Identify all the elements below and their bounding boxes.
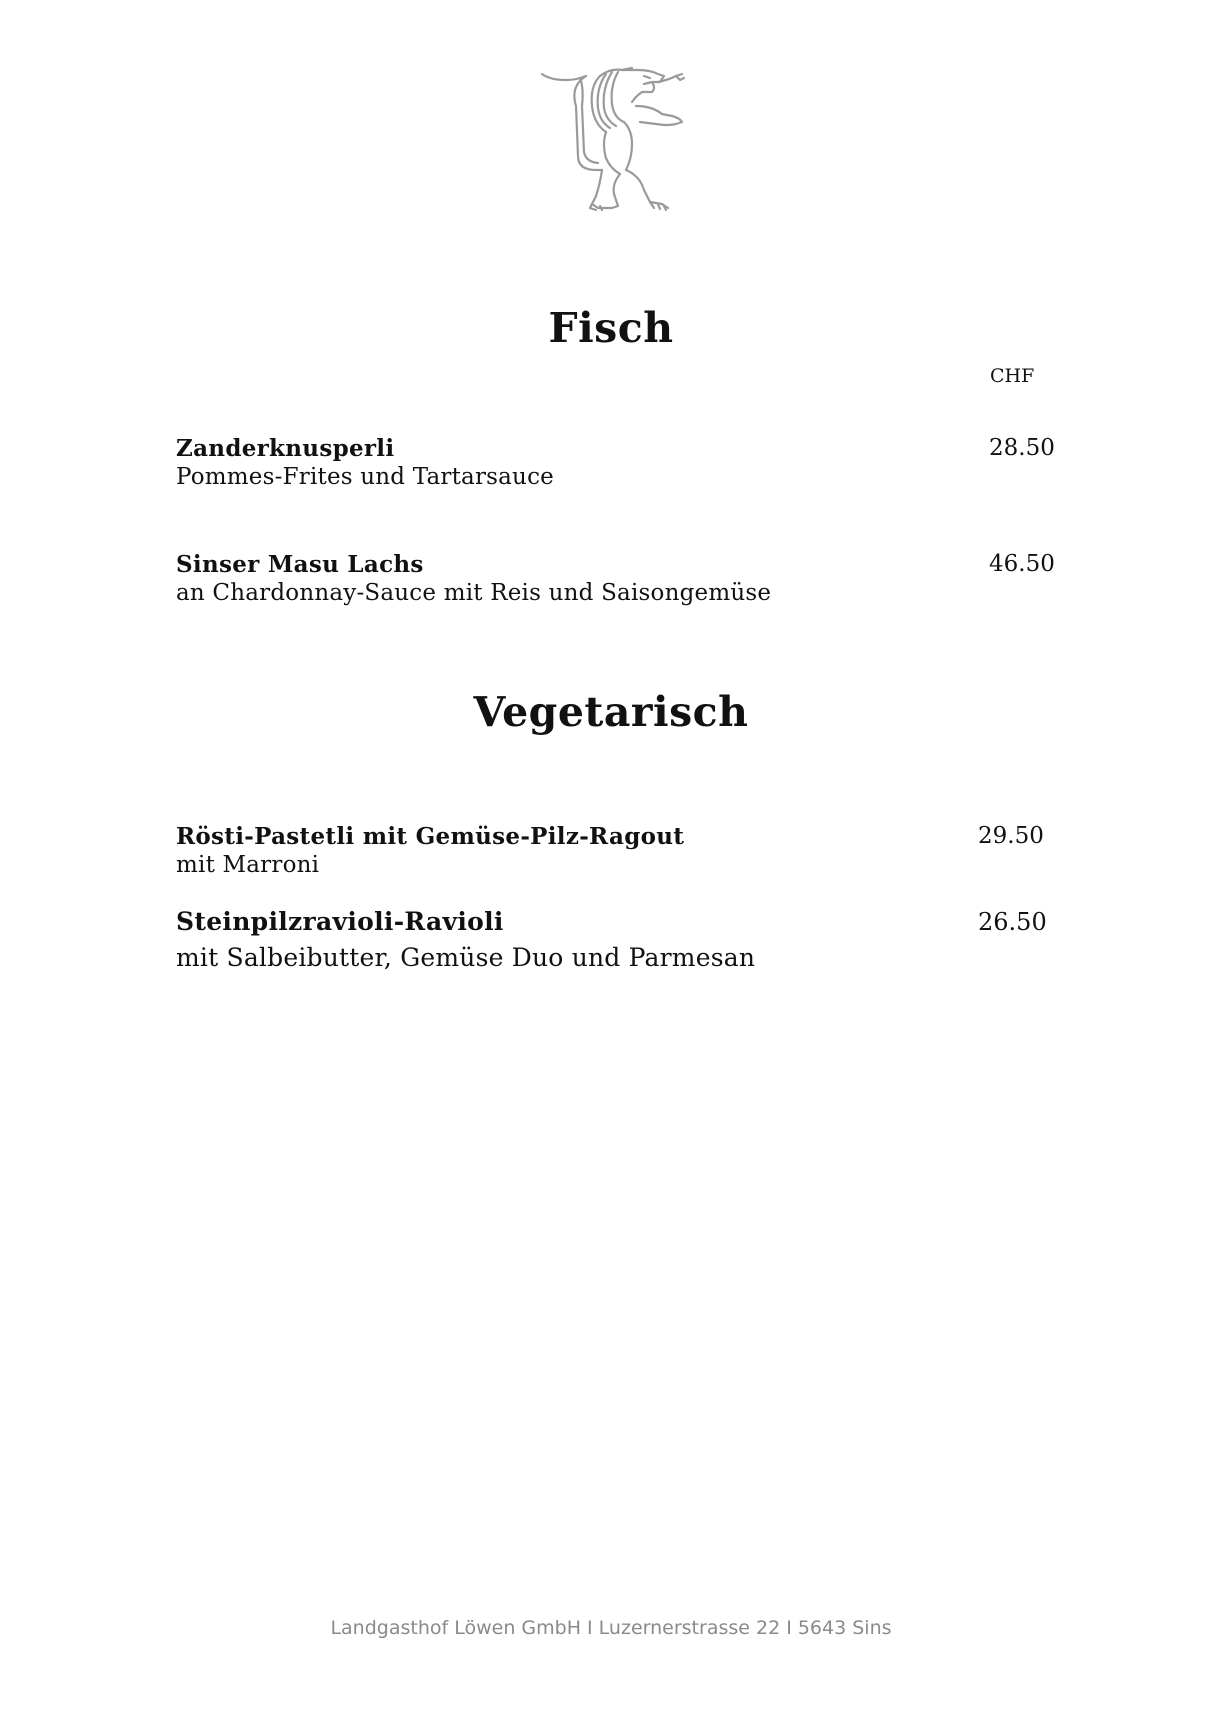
item-description: Pommes-Frites und Tartarsauce (176, 464, 554, 490)
menu-item (176, 822, 1056, 880)
menu-item (176, 906, 1056, 978)
item-description: mit Marroni (176, 852, 320, 878)
item-name: Rösti-Pastetli mit Gemüse-Pilz-Ragout (176, 823, 685, 850)
lion-rampant-icon (540, 66, 720, 222)
item-description: an Chardonnay-Sauce mit Reis und Saisongemüse (176, 580, 772, 606)
menu-item (176, 550, 1056, 608)
item-price: 28.50 (989, 435, 1055, 461)
footer-address: Landgasthof Löwen GmbH I Luzernerstrasse 22 I 5643 Sins (330, 1617, 892, 1639)
currency-label: CHF (990, 365, 1035, 387)
item-name: Sinser Masu Lachs (176, 551, 424, 578)
item-price: 29.50 (978, 823, 1044, 849)
item-price: 46.50 (989, 551, 1055, 577)
item-price: 26.50 (978, 908, 1047, 936)
menu-item (176, 434, 1056, 492)
section-title-vegetarisch: Vegetarisch (473, 688, 749, 736)
item-description: mit Salbeibutter, Gemüse Duo und Parmesan (176, 943, 756, 972)
item-name: Zanderknusperli (176, 435, 395, 462)
item-name: Steinpilzravioli-Ravioli (176, 907, 504, 936)
logo (540, 66, 720, 222)
section-title-fisch: Fisch (548, 304, 674, 352)
